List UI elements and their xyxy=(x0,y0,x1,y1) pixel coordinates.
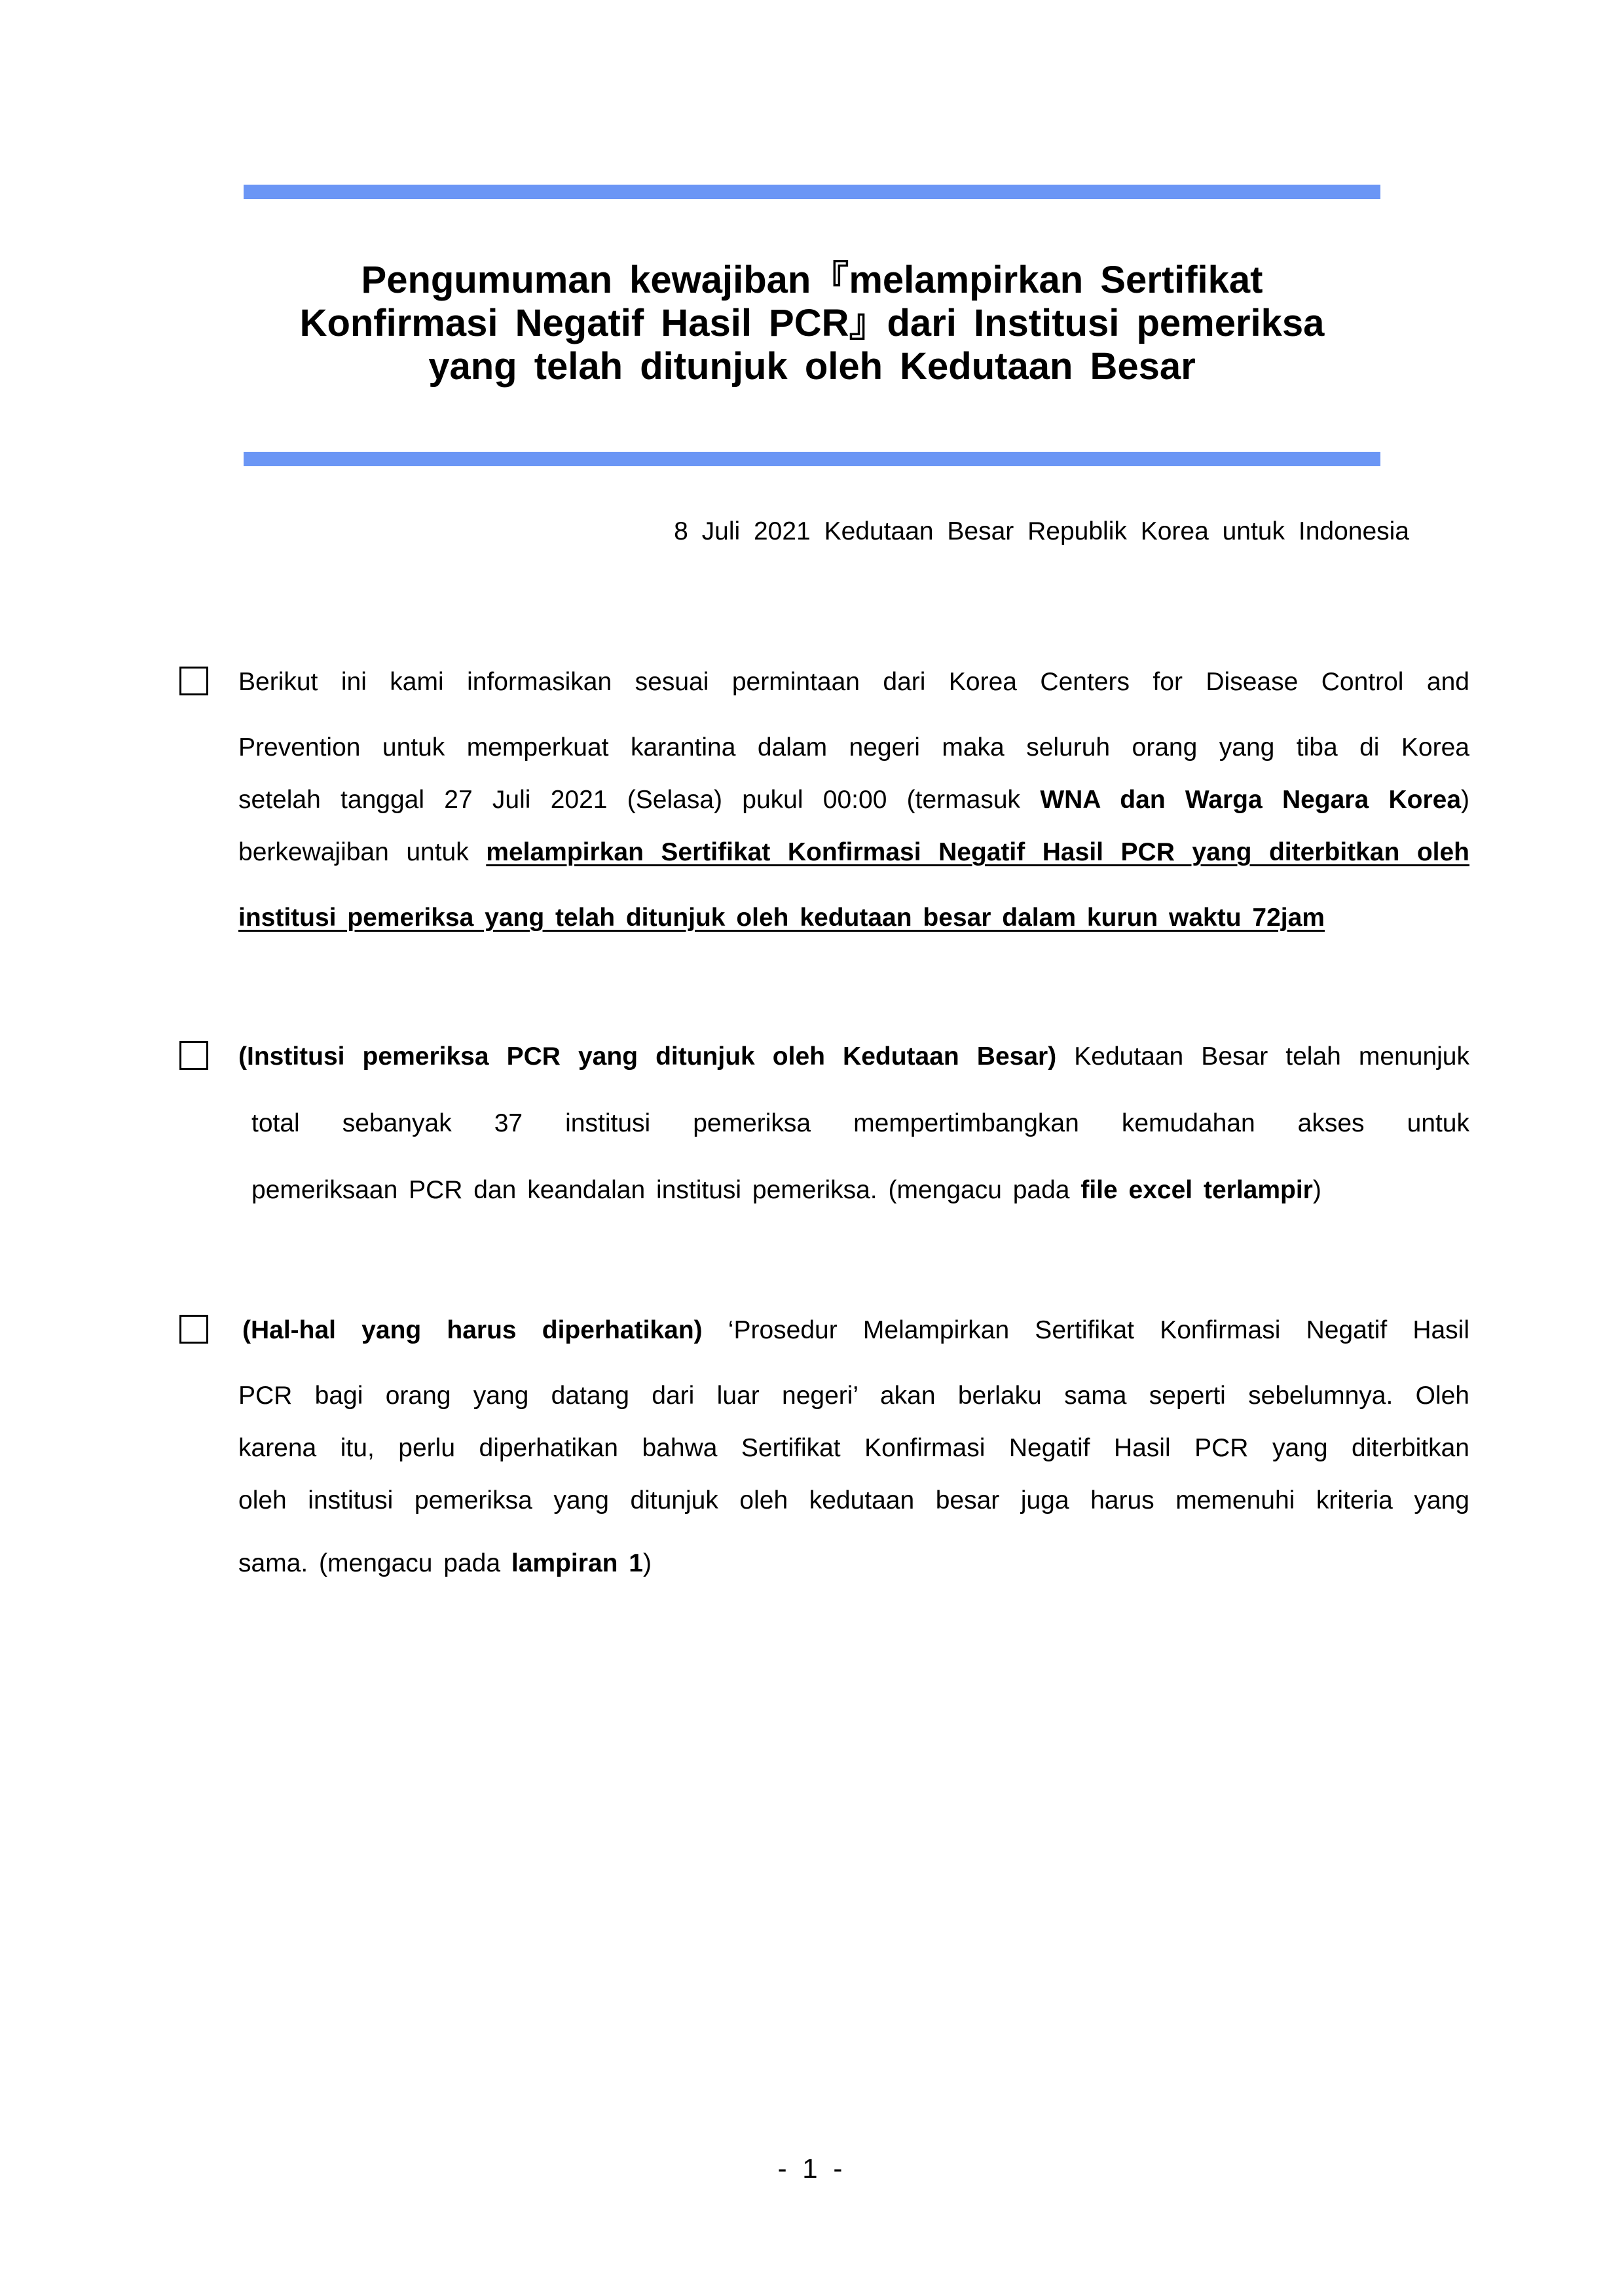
document-title xyxy=(244,259,1380,388)
section-2-checkbox-icon xyxy=(179,1041,208,1070)
section-2-line-1: (Institusi pemeriksa PCR yang ditunjuk oleh Kedutaan Besar) Kedutaan Besar telah menunjuk xyxy=(238,1042,1469,1071)
page-number: - 1 - xyxy=(777,2153,847,2184)
section-2-line-2: total sebanyak 37 institusi pemeriksa mempertimbangkan kemudahan akses untuk xyxy=(251,1109,1469,1137)
section-1-line-5 xyxy=(238,904,1469,932)
section-1-line-3: setelah tanggal 27 Juli 2021 (Selasa) pukul 00:00 (termasuk WNA dan Warga Negara Korea) xyxy=(238,786,1470,814)
section-2-line-3: pemeriksaan PCR dan keandalan institusi pemeriksa. (mengacu pada file excel terlampir) xyxy=(251,1176,1321,1204)
section-1-line-4: berkewajiban untuk melampirkan Sertifikat Konfirmasi Negatif Hasil PCR yang diterbitkan oleh xyxy=(238,838,1469,866)
title-line-2: Konfirmasi Negatif Hasil PCR』dari Institusi pemeriksa xyxy=(299,302,1325,344)
section-3-heading: (Hal-hal yang harus diperhatikan) xyxy=(242,1316,703,1344)
section-3-line-3: karena itu, perlu diperhatikan bahwa Sertifikat Konfirmasi Negatif Hasil PCR yang diterbitkan xyxy=(238,1434,1469,1462)
dateline: 8 Juli 2021 Kedutaan Besar Republik Korea untuk Indonesia xyxy=(674,517,1409,545)
section-3-line-5: sama. (mengacu pada lampiran 1) xyxy=(238,1549,652,1577)
section-2-heading: (Institusi pemeriksa PCR yang ditunjuk oleh Kedutaan Besar) xyxy=(238,1042,1057,1071)
title-line-3: yang telah ditunjuk oleh Kedutaan Besar xyxy=(428,345,1196,388)
section-1-key-requirement-cont: institusi pemeriksa yang telah ditunjuk oleh kedutaan besar dalam kurun waktu 72jam xyxy=(238,904,1325,932)
section-1-line-1: Berikut ini kami informasikan sesuai permintaan dari Korea Centers for Disease Control and xyxy=(238,668,1469,696)
section-1-key-requirement: melampirkan Sertifikat Konfirmasi Negatif Hasil PCR yang diterbitkan oleh xyxy=(486,838,1469,866)
section-1-checkbox-icon xyxy=(179,667,208,695)
section-3-attachment-reference: lampiran 1 xyxy=(511,1549,643,1577)
section-1-emphasis-nationality: WNA dan Warga Negara Korea xyxy=(1040,786,1462,814)
section-3-line-4: oleh institusi pemeriksa yang ditunjuk oleh kedutaan besar juga harus memenuhi kriteria yang xyxy=(238,1486,1469,1515)
section-3-line-1: (Hal-hal yang harus diperhatikan) ‘Prosedur Melampirkan Sertifikat Konfirmasi Negatif Hasil xyxy=(242,1316,1470,1344)
bottom-rule xyxy=(244,452,1380,466)
top-rule xyxy=(244,185,1380,199)
section-1-line-2: Prevention untuk memperkuat karantina dalam negeri maka seluruh orang yang tiba di Korea xyxy=(238,733,1469,762)
section-3-line-2: PCR bagi orang yang datang dari luar negeri’ akan berlaku sama seperti sebelumnya. Oleh xyxy=(238,1382,1469,1410)
title-line-1: Pengumuman kewajiban『melampirkan Sertifikat xyxy=(361,259,1263,301)
section-3-checkbox-icon xyxy=(179,1315,208,1344)
section-2-excel-reference: file excel terlampir xyxy=(1080,1176,1313,1204)
